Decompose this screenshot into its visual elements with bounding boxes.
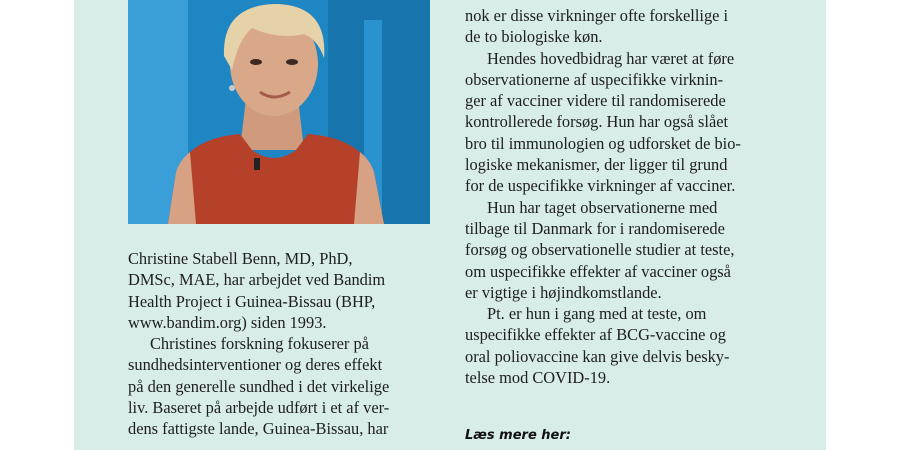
text-line: kontrollerede forsøg. Hun har også slået bbox=[465, 112, 729, 132]
contribution-paragraph bbox=[465, 48, 785, 197]
text-line: Hun har taget observationerne med bbox=[487, 197, 718, 217]
text-line: DMSc, MAE, har arbejdet ved Bandim bbox=[128, 270, 386, 290]
continued-paragraph bbox=[465, 5, 785, 48]
text-line: nok er disse virkninger ofte forskellige i bbox=[465, 6, 729, 25]
text-line: er vigtige i højindkomstlande. bbox=[465, 282, 662, 302]
text-line: for de uspecifikke virkninger af vacciner. bbox=[465, 176, 736, 196]
text-line: observationerne af uspecifikke virknin- bbox=[465, 69, 724, 89]
text-line: forsøg og observationelle studier at teste, bbox=[465, 240, 735, 260]
text-line: Christines forskning fokuserer på bbox=[150, 334, 369, 354]
text-line: logiske mekanismer, der ligger til grund bbox=[465, 155, 728, 175]
text-line: de to biologiske køn. bbox=[465, 27, 603, 47]
text-line: Hendes hovedbidrag har været at føre bbox=[487, 48, 735, 68]
text-line: ger af vacciner videre til randomiserede bbox=[465, 91, 726, 111]
right-column bbox=[465, 0, 785, 388]
article-page bbox=[74, 0, 826, 450]
read-more-heading: Læs mere her: bbox=[465, 428, 571, 443]
text-line: oral poliovaccine kan give delvis besky- bbox=[465, 346, 730, 366]
text-line: sundhedsinterventioner og deres effekt bbox=[128, 355, 383, 375]
research-paragraph bbox=[128, 333, 428, 439]
text-line: på den generelle sundhed i det virkelige bbox=[128, 376, 390, 396]
intro-paragraph bbox=[128, 248, 428, 333]
text-line: om uspecifikke effekter af vacciner også bbox=[465, 261, 731, 281]
text-line: bro til immunologien og udforsket de bio- bbox=[465, 133, 741, 153]
left-column bbox=[128, 248, 428, 440]
text-line: tilbage til Danmark for i randomiserede bbox=[465, 218, 725, 238]
covid-paragraph bbox=[465, 303, 785, 388]
text-line: liv. Baseret på arbejde udført i et af ver- bbox=[128, 398, 390, 418]
text-line: www.bandim.org) siden 1993. bbox=[128, 312, 327, 332]
denmark-paragraph bbox=[465, 197, 785, 303]
text-line: dens fattigste lande, Guinea-Bissau, har bbox=[128, 419, 389, 439]
text-line: Pt. er hun i gang med at teste, om bbox=[487, 304, 707, 324]
text-line: Christine Stabell Benn, MD, PhD, bbox=[128, 249, 353, 268]
text-line: telse mod COVID-19. bbox=[465, 368, 611, 388]
text-line: uspecifikke effekter af BCG-vaccine og bbox=[465, 325, 726, 345]
portrait-photo bbox=[128, 0, 430, 224]
portrait-illustration bbox=[128, 0, 430, 224]
text-line: Health Project i Guinea-Bissau (BHP, bbox=[128, 291, 376, 311]
